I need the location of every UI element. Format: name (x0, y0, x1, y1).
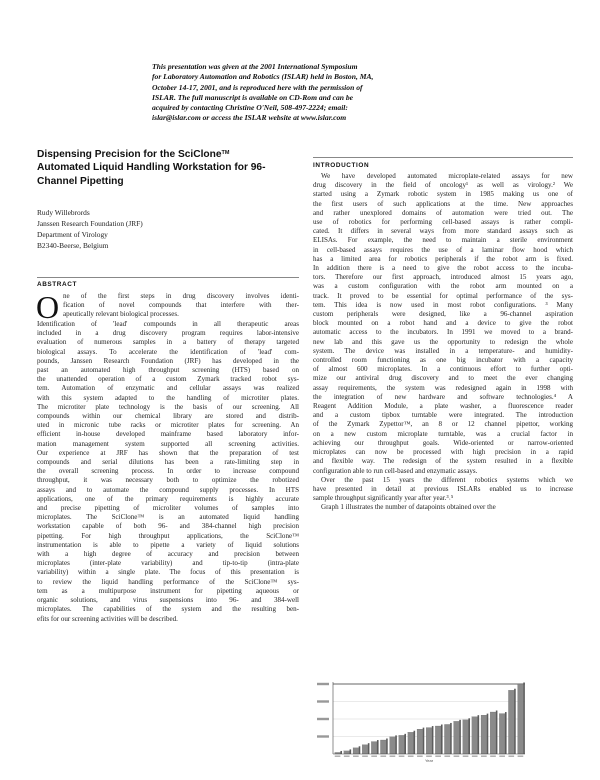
bar-shadow (423, 728, 425, 754)
graph-1-datapoints-chart (313, 676, 531, 764)
intro-line: block mounted on a robot hand and a device to give the robot (313, 319, 573, 328)
intro-line: mize our antiviral drug discovery and to meet the ever changing (313, 374, 573, 383)
x-tick-label (444, 756, 450, 757)
abstract-line: variability) within a single plate. The focus of this presentation is (37, 568, 299, 577)
bar-shadow (478, 715, 480, 754)
abstract-line: pipetting. For high throughput applications, the SciClone™ (37, 531, 299, 540)
abstract-line: assays and to automate the compound supply processes. In HTS (37, 485, 299, 494)
bar (408, 732, 414, 754)
abstract-line: Our experience at JRF has shown that the preparation of test (37, 448, 299, 457)
abstract-line: and precise pipetting of microliter volumes of samples into (37, 504, 299, 513)
intro-line: and rather unexplored domains of automation were tried out. The (313, 208, 573, 217)
bar-shadow (450, 723, 452, 754)
abstract-line: with a high degree of accuracy and precision between (37, 550, 299, 559)
bar-shadow (432, 726, 434, 754)
abstract-line: pounds, Janssen Research Foundation (JRF) has developed in the (37, 356, 299, 365)
bar-shadow (350, 749, 352, 754)
abstract-line: the overall screening process. In order to increase compound (37, 467, 299, 476)
abstract-line: biological assays. To accelerate the identification of 'lead' com- (37, 347, 299, 356)
introduction-body (313, 172, 573, 513)
notice-line: October 14-17, 2001, and is reproduced here with the permission of (152, 82, 363, 92)
bar (390, 737, 396, 754)
intro-line: In addition there is a need to give the robot access to the incuba- (313, 264, 573, 273)
abstract-dropcap: O (36, 289, 60, 325)
abstract-line: workstation capable of both 96- and 384-channel high precision (37, 522, 299, 531)
bar (380, 740, 386, 754)
abstract-line: microplates. The SciClone™ is an automated liquid handling (37, 513, 299, 522)
y-tick-label (317, 700, 329, 702)
abstract-line: mation management system supported all screening activities. (37, 439, 299, 448)
y-tick-label (317, 735, 329, 737)
intro-line: Graph 1 illustrates the number of datapoints obtained over the (321, 503, 496, 512)
notice-line: This presentation was given at the 2001 International Symposium (152, 62, 358, 71)
bar (518, 684, 524, 754)
abstract-line: organic solutions, and virus suspensions into 96- and 384-well (37, 596, 299, 605)
title-line-2: Automated Liquid Handling Workstation for 96- (37, 162, 266, 174)
abstract-line: microplates (inter-plate variability) and tip-to-tip (intra-plate (37, 559, 299, 568)
bar-shadow (395, 735, 397, 754)
intro-line: started using a Zymark robotic system in 1985 making us one of (313, 190, 573, 199)
bar-shadow (441, 725, 443, 755)
abstract-line: efits for our screening activities will be described. (37, 614, 178, 623)
abstract-line: The microtiter plate technology is the basis of our screening. All (37, 402, 299, 411)
intro-line: and flexible way. The redesign of the system resulted in a flexible (313, 457, 573, 466)
abstract-line: with this system adapted to the handling of microtiter plates. (37, 393, 299, 402)
bar-shadow (340, 751, 342, 754)
bar (353, 748, 359, 754)
intro-line: ELISAs. For example, the need to maintain a sterile environment (313, 236, 573, 245)
bar (444, 724, 450, 754)
author-block (37, 207, 237, 251)
intro-line: custom peripherals were designed, like a 96-channel aspiration (313, 310, 573, 319)
abstract-line: to review the liquid handling performance of the SciClone™ sys- (37, 577, 299, 586)
abstract-line: throughput, it was necessary both to optimize the robotized (37, 476, 299, 485)
notice-line: acquired by contacting Christine O'Neil, 508-497-2224; email: (152, 103, 348, 113)
abstract-line: apeutically relevant biological processes. (63, 310, 179, 319)
intro-line: achieving our throughput goals. Wide-oriented or narrow-oriented (313, 438, 573, 447)
x-tick-label (380, 756, 386, 757)
intro-line: microplates can now be processed with high precision in a rapid (313, 448, 573, 457)
paper-title (37, 148, 299, 188)
bar (472, 717, 478, 754)
intro-line: We have developed automated microplate-related assays for new (321, 172, 573, 180)
y-tick-label (317, 683, 329, 685)
abstract-line: applications, one of the primary requirements is highly accurate (37, 494, 299, 503)
bar (508, 690, 514, 754)
abstract-line: ne of the first steps in drug discovery involves identi- (63, 292, 299, 300)
bar-shadow (404, 734, 406, 754)
title-line-1: Dispensing Precision for the SciClone™ (37, 149, 230, 160)
bar (454, 721, 460, 754)
author-line: Rudy Willebrords (37, 208, 90, 217)
intro-line: new lab and this gave us the opportunity to redesign the whole (313, 337, 573, 346)
abstract-line: efficient in-house developed mainframe based laboratory infor- (37, 430, 299, 439)
x-tick-label (490, 756, 496, 757)
intro-rule (313, 157, 573, 158)
abstract-line: the unattended operation of a custom Zymark tracked robot sys- (37, 375, 299, 384)
intro-line: use of robotics for performing cell-based assays is rather compli- (313, 218, 573, 227)
intro-line: sample throughput significantly year after year.³˒⁵ (313, 494, 454, 503)
abstract-body (37, 320, 299, 624)
abstract-line: tem as a multipurpose instrument for pipetting aqueous or (37, 586, 299, 595)
bar (481, 715, 487, 754)
abstract-line: instrumentation is able to pipette a variety of liquid solutions (37, 540, 299, 549)
abstract-heading: ABSTRACT (37, 281, 77, 288)
bar-shadow (359, 746, 361, 754)
intro-line: in cell-based assays requires the use of a laminar flow hood which (313, 245, 573, 254)
abstract-line: compounds within our chemical library are stored and distrib- (37, 412, 299, 421)
bar-shadow (468, 718, 470, 754)
bar-shadow (496, 711, 498, 755)
bar (417, 729, 423, 754)
bar-shadow (514, 689, 516, 754)
bar-shadow (368, 743, 370, 754)
bar (344, 751, 350, 754)
abstract-line: uted in micronic tube racks or microtiter plates for screening. An (37, 421, 299, 430)
x-tick-label (344, 756, 350, 757)
x-tick-label (508, 756, 514, 757)
intro-line: cated. It differs in several ways from more standard assays such as (313, 227, 573, 236)
intro-line: automatic access to the incubators. In 1991 we moved to a brand- (313, 328, 573, 337)
abstract-line: tem. Automation of enzymatic and cellular assays was realized (37, 384, 299, 393)
intro-line: track. It proved to be essential for optimal performance of the sys- (313, 291, 573, 300)
abstract-line: microplates. The capabilities of the system and the resulting ben- (37, 605, 299, 614)
x-tick-label (454, 756, 460, 757)
intro-line: was a custom configuration with the robot arm mounted on a (313, 282, 573, 291)
x-tick-label (499, 756, 505, 757)
introduction-heading: INTRODUCTION (313, 162, 370, 169)
bar (362, 745, 368, 754)
intro-line: has a limited area for robotics peripherals if the robot arm is fixed. (313, 254, 573, 263)
abstract-line: past an automated high throughput screening (HTS) based on (37, 366, 299, 375)
abstract-line: compounds and serial dilutions has been a rate-limiting step in (37, 458, 299, 467)
bar-shadow (505, 712, 507, 754)
intro-line: tem. This idea is now used in most robot configurations. ³ Many (313, 300, 573, 309)
x-tick-label (399, 756, 405, 757)
bar-shadow (459, 720, 461, 754)
y-tick-label (317, 718, 329, 720)
abstract-line: Identification of 'lead' compounds in all therapeutic areas (37, 320, 299, 328)
x-tick-label (353, 756, 359, 757)
title-line-3: Channel Pipetting (37, 175, 124, 187)
x-tick-label (518, 756, 524, 757)
bar (371, 742, 377, 754)
bar-shadow (386, 739, 388, 755)
bar-shadow (523, 683, 525, 755)
intro-line: drug discovery in the field of oncology¹ as well as virology.² We (313, 181, 573, 190)
notice-line: ISLAR. The full manuscript is available on CD-Rom and can be (152, 92, 354, 102)
intro-line: configuration able to run cell-based and enzymatic assays. (313, 466, 478, 475)
abstract-cap-lines (63, 292, 299, 320)
x-tick-label (408, 756, 414, 757)
bar-shadow (414, 731, 416, 754)
notice-line: for Laboratory Automation and Robotics (ISLAR) held in Boston, MA, (152, 72, 374, 82)
bar (435, 726, 441, 754)
x-tick-label (335, 756, 341, 757)
bar (499, 714, 505, 754)
x-tick-label (426, 756, 432, 757)
x-tick-label (472, 756, 478, 757)
notice-line: islar@islar.com or access the ISLAR website at www.islar.com (152, 113, 347, 123)
intro-line: of almost 600 microplates. In a continuous effort to further opti- (313, 365, 573, 374)
author-line: Janssen Research Foundation (JRF) (37, 219, 143, 228)
author-line: Department of Virology (37, 230, 108, 239)
abstract-line: evaluation of numerous samples in a battery of therapy targeted (37, 338, 299, 347)
x-tick-label (481, 756, 487, 757)
x-axis-label: Year (424, 758, 434, 763)
intro-line: assay requirements, the system was redesigned again in 1998 with (313, 383, 573, 392)
bar-shadow (377, 740, 379, 754)
bar-shadow (487, 714, 489, 754)
x-tick-label (390, 756, 396, 757)
intro-line: of the Zymark Zypettor™, an 8 or 12 channel pipettor, working (313, 420, 573, 429)
abstract-line: included in a drug discovery program requires labor-intensive (37, 329, 299, 338)
x-tick-label (463, 756, 469, 757)
islar-notice (152, 62, 452, 124)
intro-line: Reagent Addition Module, a plate washer, a fluorescence reader (313, 402, 573, 411)
author-line: B2340-Beerse, Belgium (37, 241, 109, 250)
x-tick-label (435, 756, 441, 757)
intro-line: controlled room functioning as one big incubator with a capacity (313, 356, 573, 365)
x-tick-label (371, 756, 377, 757)
intro-line: the integration of new hardware and software technologies.⁴ A (313, 392, 573, 401)
intro-line: system. The device was installed in a temperature- and humidity- (313, 346, 573, 355)
x-tick-label (362, 756, 368, 757)
intro-line: have presented in detail at previous ISLARs enabled us to increase (313, 484, 573, 493)
abstract-rule (37, 277, 299, 278)
intro-line: tors. Therefore our first approach, introduced almost 15 years ago, (313, 273, 573, 282)
bar (463, 720, 469, 754)
abstract-line: fication of novel compounds that interfere with ther- (63, 301, 299, 310)
intro-line: on a new custom microplate turntable, was a crucial factor in (313, 429, 573, 438)
bar (399, 735, 405, 754)
bar (426, 728, 432, 754)
intro-line: the first users of such applications at the time. New approaches (313, 199, 573, 208)
x-tick-label (417, 756, 423, 757)
intro-line: and a custom tipbox turntable were integrated. The introduction (313, 411, 573, 420)
bar (490, 712, 496, 754)
intro-line: Over the past 15 years the different robotics systems which we (321, 475, 573, 484)
